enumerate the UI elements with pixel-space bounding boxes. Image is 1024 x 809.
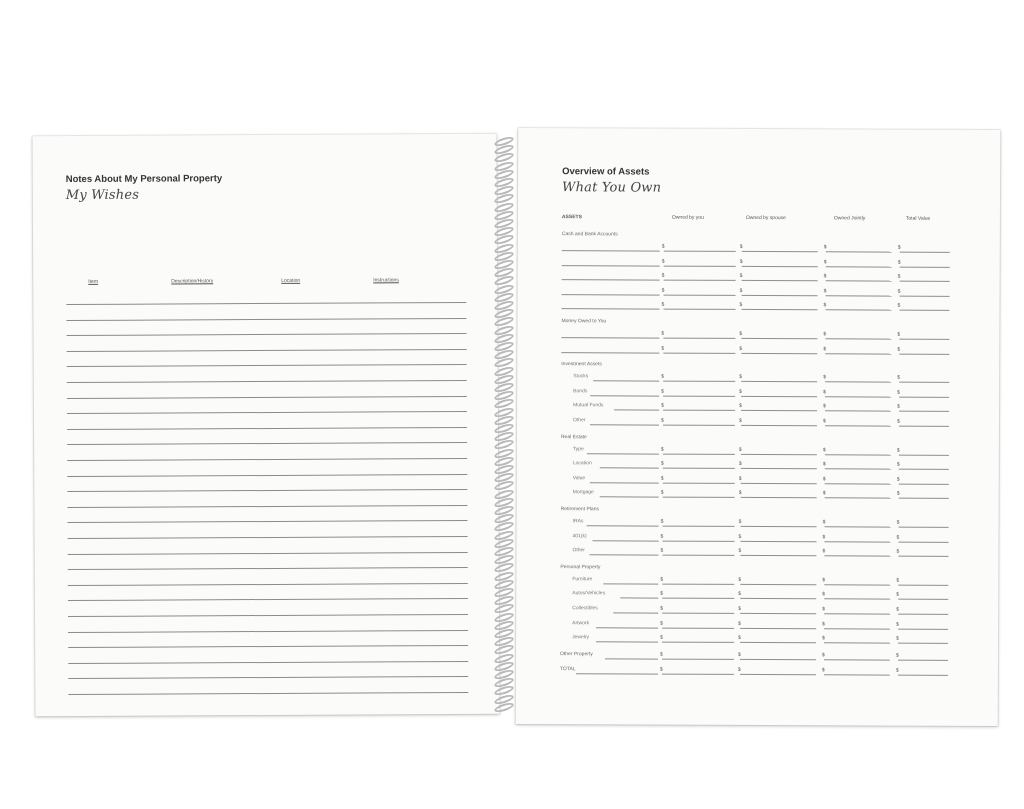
entry-line[interactable] bbox=[824, 541, 890, 542]
writing-line[interactable] bbox=[68, 692, 468, 695]
entry-line[interactable] bbox=[898, 584, 948, 585]
entry-line[interactable] bbox=[899, 498, 949, 499]
currency-symbol: $ bbox=[896, 621, 899, 628]
entry-line[interactable] bbox=[899, 353, 949, 354]
currency-symbol: $ bbox=[896, 461, 900, 468]
entry-line[interactable] bbox=[898, 643, 948, 644]
writing-line[interactable] bbox=[67, 489, 467, 492]
currency-symbol: $ bbox=[897, 259, 901, 266]
asset-column-header: Total Value bbox=[905, 215, 931, 222]
asset-row-label: Artwork bbox=[572, 619, 590, 626]
entry-line[interactable] bbox=[663, 381, 735, 382]
currency-symbol: $ bbox=[661, 402, 664, 409]
asset-row-label: Value bbox=[572, 474, 586, 482]
entry-line[interactable] bbox=[662, 555, 734, 556]
entry-line[interactable] bbox=[740, 555, 816, 556]
left-notebook-page bbox=[32, 134, 499, 716]
currency-symbol: $ bbox=[896, 577, 900, 584]
currency-symbol: $ bbox=[822, 620, 825, 627]
entry-line[interactable] bbox=[740, 659, 816, 660]
entry-line[interactable] bbox=[899, 426, 949, 427]
entry-line[interactable] bbox=[900, 281, 950, 282]
currency-symbol: $ bbox=[738, 605, 742, 612]
entry-line[interactable] bbox=[662, 613, 734, 614]
entry-line[interactable] bbox=[826, 310, 892, 311]
entry-line[interactable] bbox=[826, 251, 892, 252]
entry-line[interactable] bbox=[825, 411, 891, 412]
entry-line[interactable] bbox=[590, 482, 659, 483]
entry-line[interactable] bbox=[741, 483, 817, 484]
asset-row-label: Location bbox=[572, 460, 592, 467]
entry-line[interactable] bbox=[664, 251, 736, 252]
entry-line[interactable] bbox=[741, 541, 817, 542]
currency-symbol: $ bbox=[660, 489, 664, 496]
entry-line[interactable] bbox=[663, 338, 735, 339]
currency-symbol: $ bbox=[822, 577, 826, 584]
asset-row-label: Collectibles bbox=[572, 605, 598, 612]
entry-line[interactable] bbox=[590, 395, 659, 396]
entry-line[interactable] bbox=[605, 658, 658, 659]
left-page-subtitle: My Wishes bbox=[65, 187, 140, 204]
writing-line[interactable] bbox=[67, 442, 467, 445]
currency-symbol: $ bbox=[660, 576, 664, 583]
currency-symbol: $ bbox=[738, 446, 742, 453]
entry-line[interactable] bbox=[741, 468, 817, 469]
entry-line[interactable] bbox=[898, 628, 948, 629]
writing-line[interactable] bbox=[68, 630, 468, 633]
asset-row-label: Jewelry bbox=[572, 634, 590, 641]
entry-line[interactable] bbox=[561, 337, 659, 338]
currency-symbol: $ bbox=[823, 418, 826, 425]
entry-line[interactable] bbox=[741, 526, 817, 527]
asset-section-label: Money Owed to You bbox=[561, 318, 607, 325]
currency-symbol: $ bbox=[660, 446, 664, 453]
entry-line[interactable] bbox=[741, 497, 817, 498]
entry-line[interactable] bbox=[824, 659, 890, 660]
entry-line[interactable] bbox=[899, 483, 949, 484]
currency-symbol: $ bbox=[822, 533, 826, 540]
entry-line[interactable] bbox=[562, 294, 660, 295]
asset-row-label: Other bbox=[572, 547, 585, 554]
entry-line[interactable] bbox=[600, 497, 659, 498]
asset-row-label: Type bbox=[572, 445, 584, 452]
currency-symbol: $ bbox=[823, 302, 827, 309]
currency-symbol: $ bbox=[661, 345, 665, 352]
entry-line[interactable] bbox=[586, 525, 658, 526]
currency-symbol: $ bbox=[660, 533, 664, 540]
entry-line[interactable] bbox=[576, 673, 658, 674]
right-page-title: Overview of Assets bbox=[562, 166, 650, 178]
entry-line[interactable] bbox=[594, 380, 660, 381]
entry-line[interactable] bbox=[824, 642, 890, 643]
currency-symbol: $ bbox=[661, 330, 665, 337]
asset-row-label: Stocks bbox=[573, 373, 589, 380]
currency-symbol: $ bbox=[897, 374, 901, 381]
currency-symbol: $ bbox=[821, 652, 825, 659]
entry-line[interactable] bbox=[900, 310, 950, 311]
writing-line[interactable] bbox=[67, 427, 467, 430]
currency-symbol: $ bbox=[738, 548, 742, 555]
entry-line[interactable] bbox=[825, 338, 891, 339]
currency-symbol: $ bbox=[737, 651, 741, 658]
entry-line[interactable] bbox=[742, 280, 818, 281]
currency-symbol: $ bbox=[739, 417, 742, 424]
entry-line[interactable] bbox=[898, 556, 948, 557]
entry-line[interactable] bbox=[741, 353, 817, 354]
currency-symbol: $ bbox=[660, 605, 664, 612]
entry-line[interactable] bbox=[589, 554, 658, 555]
entry-line[interactable] bbox=[899, 454, 949, 455]
entry-line[interactable] bbox=[824, 674, 890, 675]
asset-section-label: Investment Assets bbox=[561, 361, 602, 368]
entry-line[interactable] bbox=[741, 396, 817, 397]
writing-line[interactable] bbox=[67, 411, 467, 414]
entry-line[interactable] bbox=[825, 381, 891, 382]
writing-line[interactable] bbox=[68, 645, 468, 648]
asset-row-label: Mortgage bbox=[572, 489, 594, 496]
left-column-header: Instructions bbox=[373, 277, 399, 284]
entry-line[interactable] bbox=[900, 295, 950, 296]
currency-symbol: $ bbox=[661, 388, 664, 395]
entry-line[interactable] bbox=[824, 628, 890, 629]
currency-symbol: $ bbox=[739, 330, 743, 337]
entry-line[interactable] bbox=[590, 424, 659, 425]
writing-line[interactable] bbox=[68, 536, 468, 539]
entry-line[interactable] bbox=[899, 339, 949, 340]
currency-symbol: $ bbox=[822, 476, 826, 483]
writing-line[interactable] bbox=[66, 318, 466, 321]
asset-section-label: Cash and Bank Accounts bbox=[561, 231, 618, 238]
entry-line[interactable] bbox=[824, 555, 890, 556]
currency-symbol: $ bbox=[738, 576, 742, 583]
currency-symbol: $ bbox=[822, 548, 826, 555]
entry-line[interactable] bbox=[664, 280, 736, 281]
entry-line[interactable] bbox=[562, 309, 660, 310]
entry-line[interactable] bbox=[742, 266, 818, 267]
entry-line[interactable] bbox=[898, 659, 948, 660]
currency-symbol: $ bbox=[896, 591, 900, 599]
currency-symbol: $ bbox=[823, 389, 826, 396]
currency-symbol: $ bbox=[738, 533, 742, 540]
right-page-subtitle: What You Own bbox=[562, 180, 662, 196]
currency-symbol: $ bbox=[738, 635, 741, 642]
currency-symbol: $ bbox=[822, 461, 826, 468]
entry-line[interactable] bbox=[663, 497, 735, 498]
currency-symbol: $ bbox=[823, 345, 827, 352]
currency-symbol: $ bbox=[823, 403, 826, 410]
entry-line[interactable] bbox=[662, 598, 734, 599]
entry-line[interactable] bbox=[662, 658, 734, 659]
asset-row-label: Furniture bbox=[572, 575, 593, 583]
entry-line[interactable] bbox=[663, 425, 735, 426]
asset-section-label: TOTAL bbox=[559, 665, 576, 673]
currency-symbol: $ bbox=[739, 302, 743, 309]
writing-line[interactable] bbox=[67, 474, 467, 477]
entry-line[interactable] bbox=[663, 410, 735, 411]
asset-section-label: Real Estate bbox=[560, 433, 587, 440]
entry-line[interactable] bbox=[586, 453, 658, 454]
entry-line[interactable] bbox=[603, 583, 658, 584]
currency-symbol: $ bbox=[896, 606, 899, 613]
currency-symbol: $ bbox=[895, 667, 899, 674]
entry-line[interactable] bbox=[825, 425, 891, 426]
entry-line[interactable] bbox=[826, 266, 892, 267]
currency-symbol: $ bbox=[661, 258, 665, 265]
entry-line[interactable] bbox=[562, 250, 660, 251]
entry-line[interactable] bbox=[664, 265, 736, 266]
entry-line[interactable] bbox=[663, 453, 735, 454]
currency-symbol: $ bbox=[897, 418, 900, 425]
currency-symbol: $ bbox=[661, 272, 665, 279]
currency-symbol: $ bbox=[738, 518, 742, 525]
entry-line[interactable] bbox=[663, 352, 735, 353]
entry-line[interactable] bbox=[662, 673, 734, 674]
entry-line[interactable] bbox=[825, 526, 891, 527]
asset-row-label: Autos/Vehicles bbox=[572, 590, 606, 597]
entry-line[interactable] bbox=[662, 642, 734, 643]
currency-symbol: $ bbox=[660, 620, 663, 627]
asset-row-label: Mutual Funds bbox=[573, 402, 604, 409]
entry-line[interactable] bbox=[593, 540, 659, 541]
intro-paragraph bbox=[66, 216, 466, 218]
entry-line[interactable] bbox=[663, 526, 735, 527]
currency-symbol: $ bbox=[895, 652, 899, 659]
writing-line[interactable] bbox=[68, 598, 468, 601]
currency-symbol: $ bbox=[897, 273, 901, 280]
currency-symbol: $ bbox=[660, 634, 663, 641]
entry-line[interactable] bbox=[741, 425, 817, 426]
entry-line[interactable] bbox=[663, 468, 735, 469]
currency-symbol: $ bbox=[822, 635, 825, 642]
currency-symbol: $ bbox=[896, 476, 900, 483]
currency-symbol: $ bbox=[897, 331, 901, 338]
entry-line[interactable] bbox=[826, 280, 892, 281]
entry-line[interactable] bbox=[826, 295, 892, 296]
left-column-header: Description/History bbox=[171, 278, 214, 285]
currency-symbol: $ bbox=[739, 345, 743, 352]
currency-symbol: $ bbox=[661, 301, 665, 308]
currency-symbol: $ bbox=[659, 651, 663, 658]
writing-line[interactable] bbox=[67, 349, 467, 352]
writing-line[interactable] bbox=[68, 520, 468, 523]
entry-line[interactable] bbox=[741, 338, 817, 339]
writing-line[interactable] bbox=[68, 661, 468, 664]
writing-line[interactable] bbox=[66, 302, 466, 305]
entry-line[interactable] bbox=[825, 483, 891, 484]
entry-line[interactable] bbox=[562, 265, 660, 266]
entry-line[interactable] bbox=[600, 467, 659, 468]
entry-line[interactable] bbox=[664, 294, 736, 295]
writing-line[interactable] bbox=[68, 552, 468, 555]
currency-symbol: $ bbox=[661, 417, 664, 424]
entry-line[interactable] bbox=[898, 541, 948, 542]
entry-line[interactable] bbox=[742, 295, 818, 296]
writing-line[interactable] bbox=[67, 364, 467, 367]
entry-line[interactable] bbox=[663, 482, 735, 483]
currency-symbol: $ bbox=[660, 547, 664, 554]
left-page-title: Notes About My Personal Property bbox=[65, 173, 223, 186]
asset-column-header: Owned Jointly bbox=[833, 215, 866, 222]
currency-symbol: $ bbox=[660, 518, 664, 525]
entry-line[interactable] bbox=[898, 614, 948, 615]
entry-line[interactable] bbox=[613, 612, 658, 613]
asset-row-label: Other bbox=[573, 417, 586, 424]
currency-symbol: $ bbox=[661, 243, 665, 250]
writing-line[interactable] bbox=[68, 676, 468, 679]
currency-symbol: $ bbox=[896, 635, 899, 642]
writing-line[interactable] bbox=[68, 583, 468, 586]
currency-symbol: $ bbox=[822, 490, 826, 497]
right-notebook-page bbox=[516, 128, 1001, 726]
currency-symbol: $ bbox=[823, 288, 827, 295]
entry-line[interactable] bbox=[824, 584, 890, 585]
currency-symbol: $ bbox=[738, 490, 742, 497]
entry-line[interactable] bbox=[562, 279, 660, 280]
asset-section-label: Other Property bbox=[559, 650, 593, 658]
currency-symbol: $ bbox=[738, 591, 742, 598]
entry-line[interactable] bbox=[663, 395, 735, 396]
entry-line[interactable] bbox=[741, 381, 817, 382]
writing-line[interactable] bbox=[67, 458, 467, 461]
left-column-header: Location bbox=[281, 277, 301, 284]
currency-symbol: $ bbox=[738, 620, 741, 627]
entry-line[interactable] bbox=[899, 411, 949, 412]
entry-line[interactable] bbox=[825, 353, 891, 354]
entry-line[interactable] bbox=[664, 309, 736, 310]
currency-symbol: $ bbox=[739, 243, 743, 250]
entry-line[interactable] bbox=[740, 628, 816, 629]
entry-line[interactable] bbox=[900, 252, 950, 253]
entry-line[interactable] bbox=[825, 454, 891, 455]
left-column-header: Item bbox=[88, 278, 98, 285]
currency-symbol: $ bbox=[823, 244, 827, 251]
entry-line[interactable] bbox=[899, 396, 949, 397]
currency-symbol: $ bbox=[739, 258, 743, 265]
currency-symbol: $ bbox=[737, 666, 741, 673]
currency-symbol: $ bbox=[896, 534, 900, 541]
currency-symbol: $ bbox=[897, 302, 901, 310]
currency-symbol: $ bbox=[660, 460, 664, 467]
asset-section-label: Retirement Plans bbox=[560, 506, 600, 513]
currency-symbol: $ bbox=[896, 490, 900, 498]
entry-line[interactable] bbox=[740, 598, 816, 599]
currency-symbol: $ bbox=[739, 403, 742, 410]
currency-symbol: $ bbox=[739, 374, 743, 381]
currency-symbol: $ bbox=[897, 389, 900, 396]
asset-column-header: Owned by you bbox=[671, 214, 704, 221]
entry-line[interactable] bbox=[825, 396, 891, 397]
writing-line[interactable] bbox=[67, 333, 467, 336]
entry-line[interactable] bbox=[741, 454, 817, 455]
asset-section-label: Personal Property bbox=[560, 563, 601, 571]
asset-row-label: IRAs bbox=[572, 518, 584, 525]
currency-symbol: $ bbox=[823, 273, 827, 280]
entry-line[interactable] bbox=[898, 599, 948, 600]
entry-line[interactable] bbox=[620, 598, 658, 599]
writing-lines bbox=[32, 134, 496, 136]
currency-symbol: $ bbox=[660, 475, 664, 482]
writing-line[interactable] bbox=[67, 380, 467, 383]
currency-symbol: $ bbox=[897, 346, 901, 353]
currency-symbol: $ bbox=[897, 244, 901, 251]
currency-symbol: $ bbox=[896, 548, 900, 555]
currency-symbol: $ bbox=[821, 667, 825, 674]
currency-symbol: $ bbox=[897, 288, 901, 295]
entry-line[interactable] bbox=[742, 309, 818, 310]
asset-row-label: Bonds bbox=[573, 387, 588, 395]
entry-line[interactable] bbox=[614, 410, 659, 411]
currency-symbol: $ bbox=[823, 331, 827, 338]
asset-column-header: ASSETS bbox=[561, 214, 582, 221]
entry-line[interactable] bbox=[663, 540, 735, 541]
entry-line[interactable] bbox=[824, 613, 890, 614]
currency-symbol: $ bbox=[661, 287, 665, 294]
entry-line[interactable] bbox=[596, 641, 658, 642]
entry-line[interactable] bbox=[900, 266, 950, 267]
writing-line[interactable] bbox=[68, 614, 468, 617]
writing-line[interactable] bbox=[67, 505, 467, 508]
currency-symbol: $ bbox=[822, 591, 826, 598]
entry-line[interactable] bbox=[825, 468, 891, 469]
currency-symbol: $ bbox=[739, 287, 743, 294]
entry-line[interactable] bbox=[662, 627, 734, 628]
currency-symbol: $ bbox=[660, 590, 664, 597]
entry-line[interactable] bbox=[825, 498, 891, 499]
entry-line[interactable] bbox=[561, 352, 659, 353]
currency-symbol: $ bbox=[897, 403, 900, 411]
currency-symbol: $ bbox=[823, 258, 827, 265]
asset-column-header: Owned by spouse bbox=[745, 214, 786, 222]
entry-line[interactable] bbox=[898, 674, 948, 675]
currency-symbol: $ bbox=[661, 373, 665, 380]
entry-line[interactable] bbox=[899, 527, 949, 528]
entry-line[interactable] bbox=[824, 599, 890, 600]
writing-line[interactable] bbox=[68, 567, 468, 570]
currency-symbol: $ bbox=[896, 447, 900, 454]
entry-line[interactable] bbox=[596, 627, 658, 628]
writing-line[interactable] bbox=[67, 396, 467, 399]
entry-line[interactable] bbox=[740, 584, 816, 585]
currency-symbol: $ bbox=[738, 461, 742, 468]
entry-line[interactable] bbox=[742, 251, 818, 252]
currency-symbol: $ bbox=[823, 374, 827, 381]
currency-symbol: $ bbox=[896, 519, 900, 526]
currency-symbol: $ bbox=[739, 388, 742, 395]
entry-line[interactable] bbox=[899, 382, 949, 383]
currency-symbol: $ bbox=[738, 475, 742, 482]
currency-symbol: $ bbox=[822, 519, 826, 526]
entry-line[interactable] bbox=[899, 469, 949, 470]
currency-symbol: $ bbox=[739, 273, 743, 280]
entry-line[interactable] bbox=[662, 583, 734, 584]
entry-line[interactable] bbox=[740, 674, 816, 675]
entry-line[interactable] bbox=[741, 410, 817, 411]
entry-line[interactable] bbox=[740, 642, 816, 643]
entry-line[interactable] bbox=[740, 613, 816, 614]
asset-row-label: 401(k) bbox=[572, 532, 587, 539]
currency-symbol: $ bbox=[822, 446, 826, 453]
currency-symbol: $ bbox=[822, 606, 825, 613]
currency-symbol: $ bbox=[659, 666, 663, 673]
